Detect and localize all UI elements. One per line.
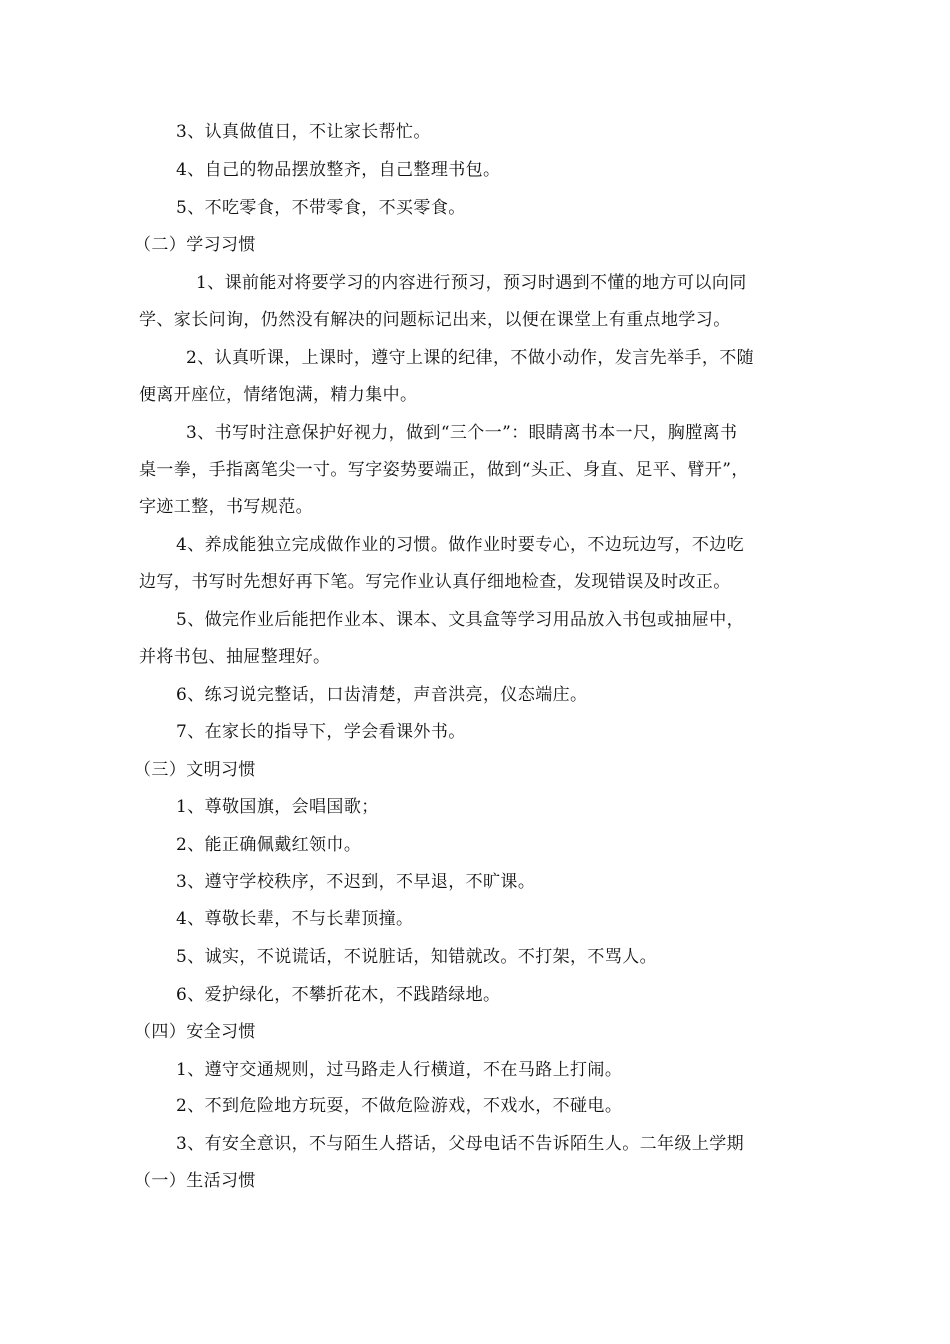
text-line-14: 5、做完作业后能把作业本、课本、文具盒等学习用品放入书包或抽屉中， [176, 610, 745, 630]
section-heading-3: （三）文明习惯 [134, 760, 256, 780]
text-line-15: 并将书包、抽屉整理好。 [139, 647, 331, 667]
text-line-16: 6、练习说完整话，口齿清楚，声音洪亮，仪态端庄。 [176, 685, 588, 705]
text-line-5: 1、课前能对将要学习的内容进行预习，预习时遇到不懂的地方可以向同 [196, 273, 747, 293]
section-heading-4: （四）安全习惯 [134, 1022, 256, 1042]
text-line-1: 3、认真做值日，不让家长帮忙。 [176, 122, 431, 142]
text-line-9: 3、书写时注意保护好视力，做到“三个一”：眼睛离书本一尺，胸膛离书 [186, 423, 738, 443]
text-line-6: 学、家长问询，仍然没有解决的问题标记出来，以便在课堂上有重点地学习。 [139, 310, 731, 330]
text-line-13: 边写，书写时先想好再下笔。写完作业认真仔细地检查，发现错误及时改正。 [139, 572, 731, 592]
text-line-3: 5、不吃零食，不带零食，不买零食。 [176, 198, 466, 218]
text-line-28: 3、有安全意识，不与陌生人搭话，父母电话不告诉陌生人。二年级上学期 [176, 1134, 745, 1154]
section-heading-2: （二）学习习惯 [134, 235, 256, 255]
text-line-11: 字迹工整，书写规范。 [139, 497, 313, 517]
text-line-27: 2、不到危险地方玩耍，不做危险游戏，不戏水，不碰电。 [176, 1096, 623, 1116]
text-line-24: 6、爱护绿化，不攀折花木，不践踏绿地。 [176, 985, 501, 1005]
text-line-17: 7、在家长的指导下，学会看课外书。 [176, 722, 466, 742]
text-line-2: 4、自己的物品摆放整齐，自己整理书包。 [176, 160, 501, 180]
text-line-22: 4、尊敬长辈，不与长辈顶撞。 [176, 909, 414, 929]
text-line-23: 5、诚实，不说谎话，不说脏话，知错就改。不打架，不骂人。 [176, 947, 658, 967]
text-line-20: 2、能正确佩戴红领巾。 [176, 835, 362, 855]
text-line-7: 2、认真听课，上课时，遵守上课的纪律，不做小动作，发言先举手，不随 [186, 348, 755, 368]
text-line-21: 3、遵守学校秩序，不迟到，不早退，不旷课。 [176, 872, 536, 892]
text-line-19: 1、尊敬国旗，会唱国歌； [176, 797, 379, 817]
section-heading-1: （一）生活习惯 [134, 1171, 256, 1191]
text-line-26: 1、遵守交通规则，过马路走人行横道，不在马路上打闹。 [176, 1060, 623, 1080]
text-line-8: 便离开座位，情绪饱满，精力集中。 [139, 385, 418, 405]
text-line-12: 4、养成能独立完成做作业的习惯。做作业时要专心，不边玩边写，不边吃 [176, 535, 745, 555]
text-line-10: 桌一拳，手指离笔尖一寸。写字姿势要端正，做到“头正、身直、足平、臂开”， [139, 460, 749, 480]
